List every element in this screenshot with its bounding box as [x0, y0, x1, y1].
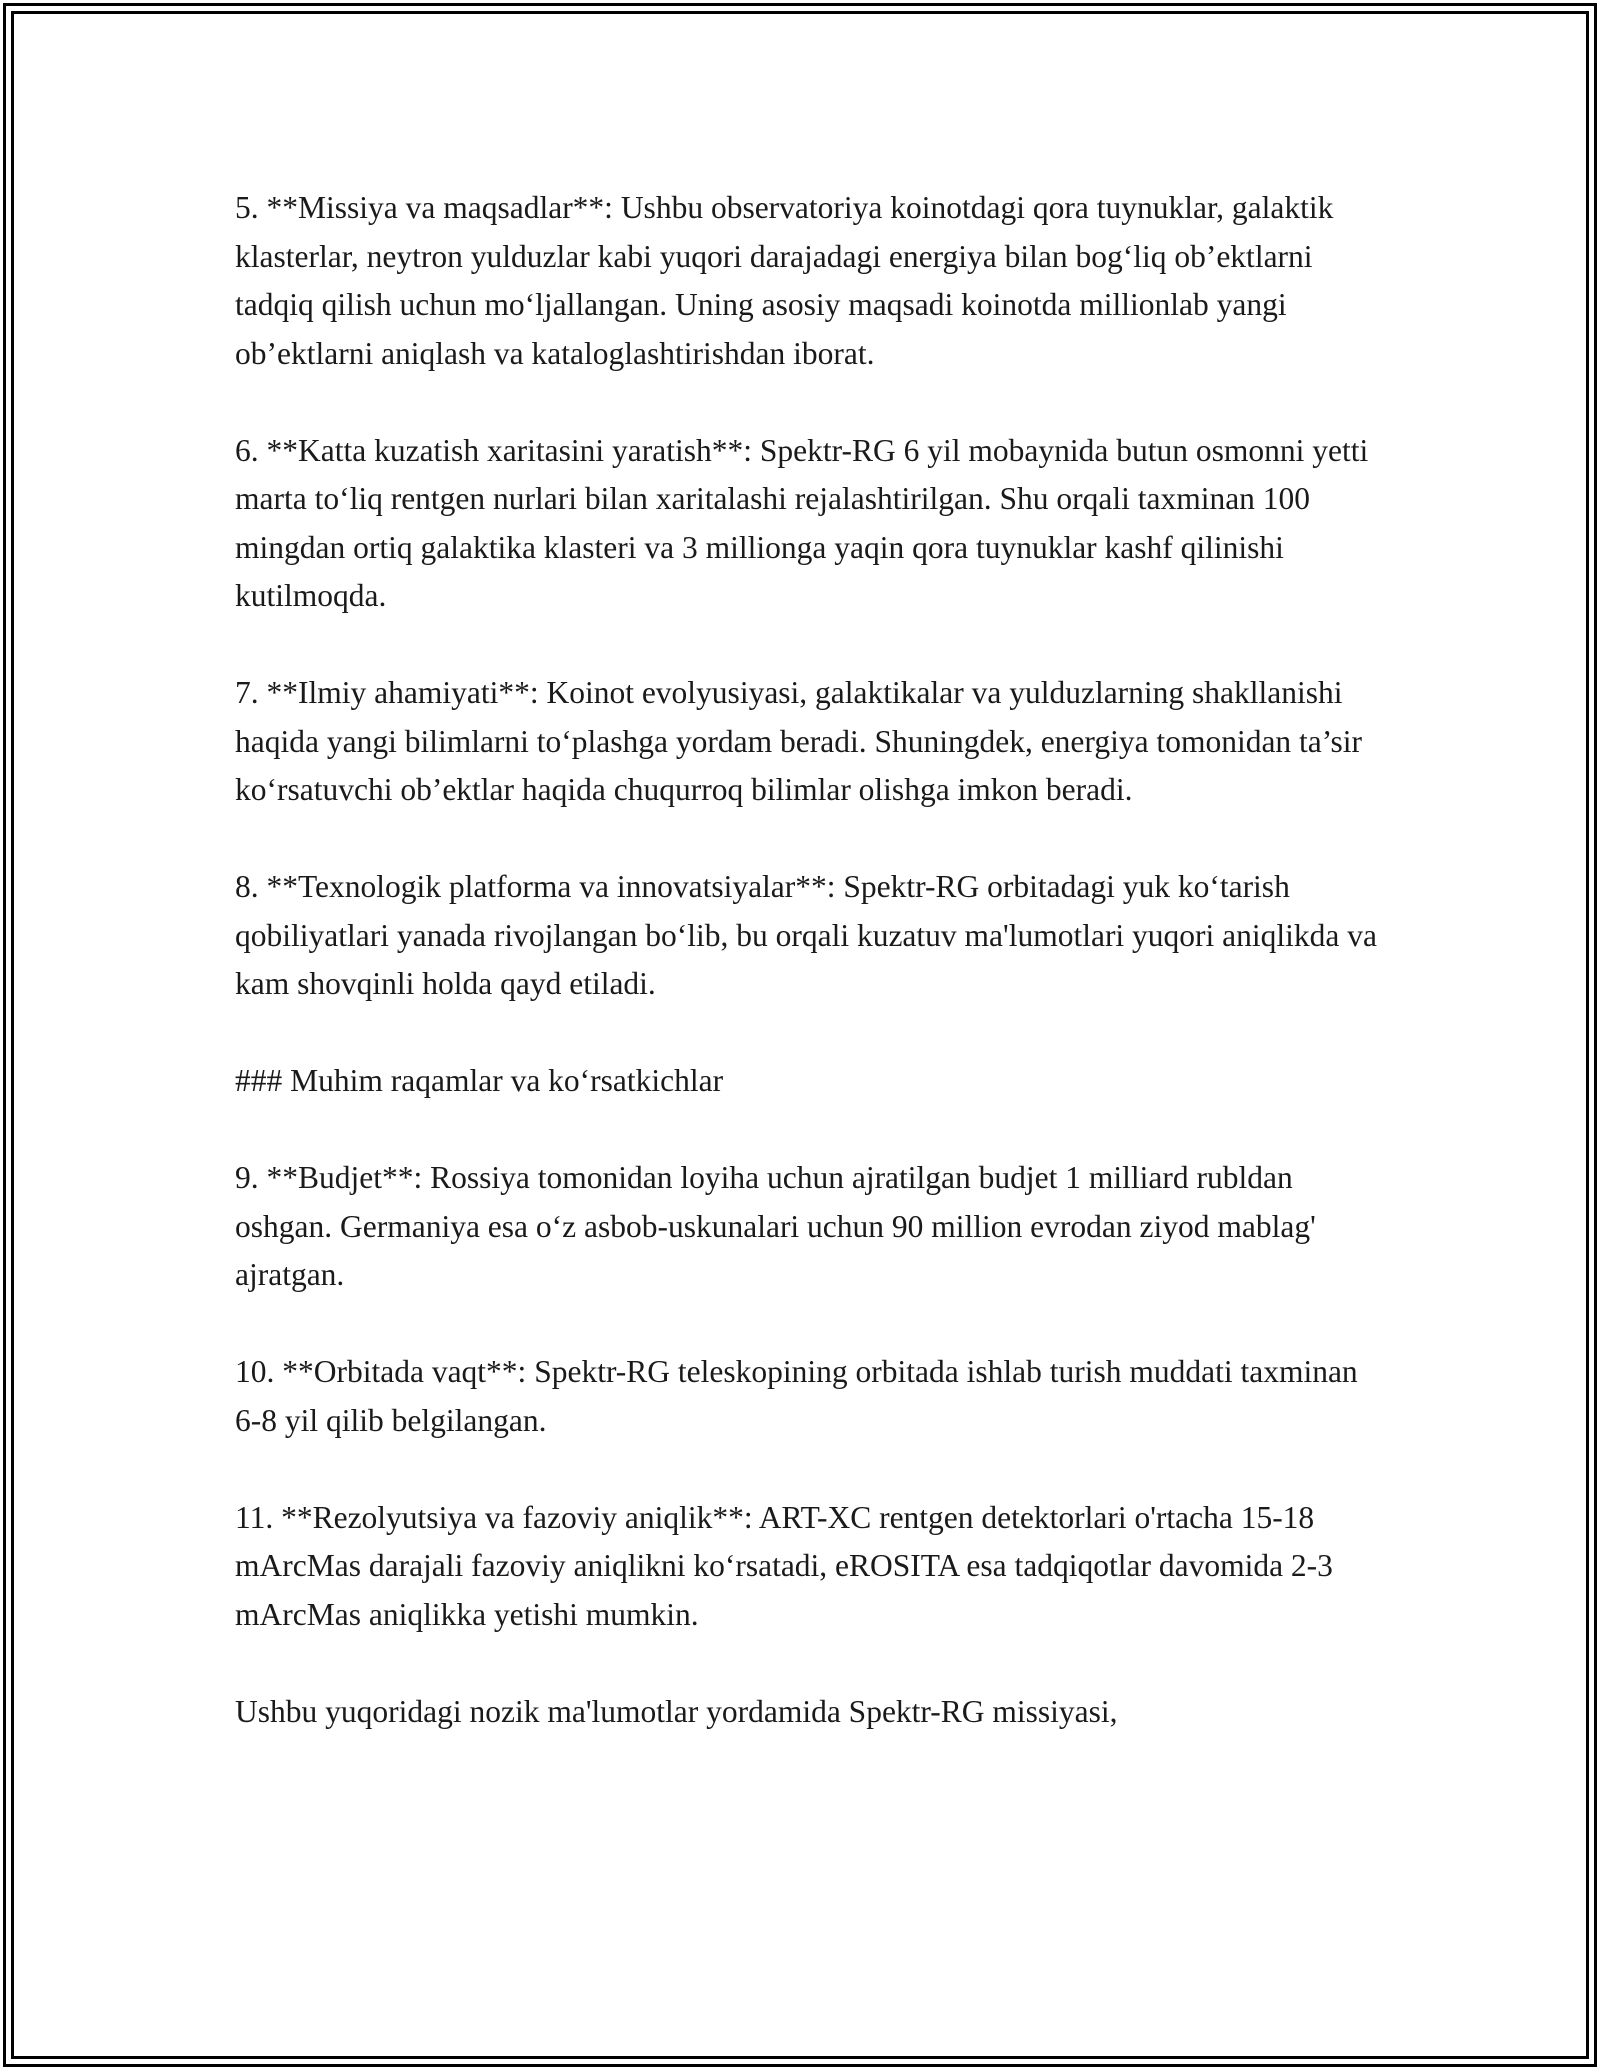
- paragraph-mission-goals: 5. **Missiya va maqsadlar**: Ushbu observatoriya koinotdagi qora tuynuklar, galaktik klasterlar, neytron yulduzlar kabi yuqori darajadagi energiya bilan bog‘liq ob’ektlarni tadqiq qilish uchun mo‘ljallangan. Uning asosiy maqsadi koinotda millionlab yangi ob’ektlarni aniqlash va kataloglashtirishdan iborat.: [235, 190, 1334, 371]
- section-heading-key-figures: ### Muhim raqamlar va ko‘rsatkichlar: [235, 1063, 724, 1098]
- paragraph-resolution: 11. **Rezolyutsiya va fazoviy aniqlik**: ART-XC rentgen detektorlari o'rtacha 15-18 mArcMas darajali fazoviy aniqlikni ko‘rsatadi, eROSITA esa tadqiqotlar davomida 2-3 mArcMas aniqlikka yetishi mumkin.: [235, 1499, 1333, 1632]
- document-body: [235, 184, 1385, 1736]
- paragraph-orbit-time: 10. **Orbitada vaqt**: Spektr-RG teleskopining orbitada ishlab turish muddati taxminan 6-8 yil qilib belgilangan.: [235, 1354, 1358, 1438]
- paragraph-technology-platform: 8. **Texnologik platforma va innovatsiyalar**: Spektr-RG orbitadagi yuk ko‘tarish qobiliyatlari yanada rivojlangan bo‘lib, bu orqali kuzatuv ma'lumotlari yuqori aniqlikda va kam shovqinli holda qayd etiladi.: [235, 869, 1377, 1001]
- paragraph-budget: 9. **Budjet**: Rossiya tomonidan loyiha uchun ajratilgan budjet 1 milliard rubldan oshgan. Germaniya esa o‘z asbob-uskunalari uchun 90 million evrodan ziyod mablag' ajratgan.: [235, 1160, 1316, 1292]
- paragraph-sky-survey-map: 6. **Katta kuzatish xaritasini yaratish**: Spektr-RG 6 yil mobaynida butun osmonni yetti marta to‘liq rentgen nurlari bilan xaritalashi rejalashtirilgan. Shu orqali taxminan 100 mingdan ortiq galaktika klasteri va 3 millionga yaqin qora tuynuklar kashf qilinishi kutilmoqda.: [235, 432, 1369, 613]
- paragraph-scientific-importance: 7. **Ilmiy ahamiyati**: Koinot evolyusiyasi, galaktikalar va yulduzlarning shakllanishi haqida yangi bilimlarni to‘plashga yordam beradi. Shuningdek, energiya tomonidan ta’sir ko‘rsatuvchi ob’ektlar haqida chuqurroq bilimlar olishga imkon beradi.: [235, 675, 1363, 807]
- paragraph-closing: Ushbu yuqoridagi nozik ma'lumotlar yordamida Spektr-RG missiyasi,: [235, 1693, 1118, 1729]
